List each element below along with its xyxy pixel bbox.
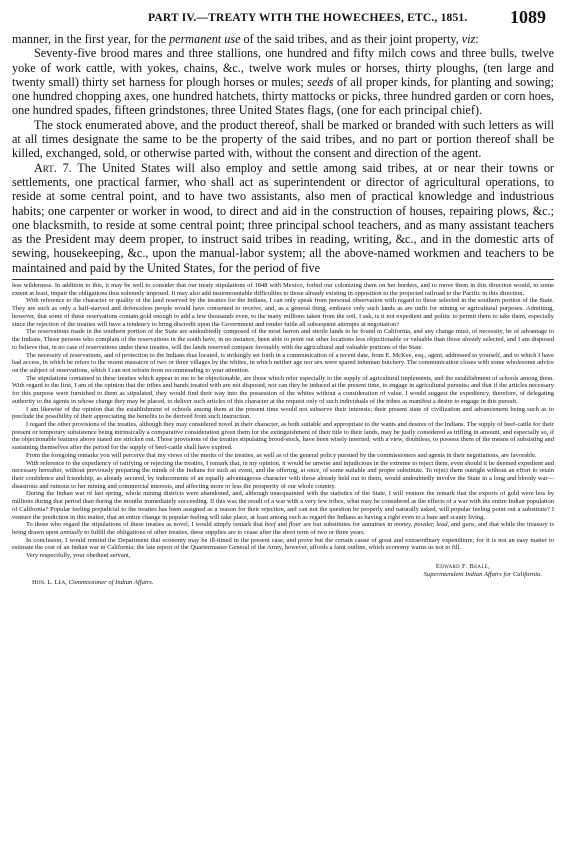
page-number: 1089 xyxy=(510,7,546,27)
footnote-divider xyxy=(12,279,554,280)
closing-line: Very respectfully, your obedient servant, xyxy=(26,552,131,560)
signature-block xyxy=(12,560,554,586)
running-head: PART IV.—TREATY WITH THE HOWECHEES, ETC., 1851. xyxy=(148,12,468,24)
paragraph-livestock xyxy=(12,46,554,117)
footnote-text xyxy=(12,282,554,560)
note-paragraph xyxy=(12,521,554,536)
emphasis: permanent use xyxy=(169,32,241,46)
emphasis: beef xyxy=(264,521,276,529)
paragraph-stock-marking: The stock enumerated above, and the product thereof, shall be marked or branded with such letters as will at all times designate the same to be the property of the said tribes, and no part or portion thereof shall be killed, exchanged, sold, or otherwise parted with, without the consent and direction of the agent. xyxy=(12,117,554,161)
note-paragraph: I regard the other provisions of the treaties, although they may considered novel in their character, as both suitable and appropriate to the wants and desires of the Indians. The supply of beef-cattle for their present or temporary subsistence being intrinsically a comparative consideration given them for the extinguishment of their title to their lands, may be justly considered as trifling in amount, and especially so, if the objectionable features above stated are stricken out. Those provisions of the treaties stipulating brood-stock, have been wisely inserted, with a view, doubtless, to possess them of the means of subsisting and sustaining themselves after the period for the supply of beef-cattle shall have expired. xyxy=(12,420,554,452)
emphasis: money, powder, lead, xyxy=(394,521,450,529)
treaty-text xyxy=(12,32,554,275)
note-paragraph: From the foregoing remarks you will perceive that my views of the merits of the treaties, as well as of the general policy pursued by the commissioners and agents in their negotiations, are favorable. xyxy=(26,451,537,459)
text-run: of all proper kinds, for planting and sowing; one hundred chopping axes, one hundred hatchets, thirty mattocks or picks, three hundred garden or corn hoes, one hundred spades, fifteen grindstones, three United States flags, (one for each principal chief). xyxy=(12,74,555,118)
text-run: The United States will also employ and settle among said tribes, at or near their towns or settlements, one practical farmer, who shall act as superintendent or director of agricultural operations, to reside at some central point, and to have two assistants, also men of practical knowledge and industrious habits; one carpenter or worker in wood, to direct and aid in the construction of houses, repairing plows, &c.; one blacksmith, to reside at some central point; three principal school teachers, and as many assistant teachers as the President may deem proper, to instruct said tribes in reading, writing, &c., and in the domestic arts of sewing, housekeeping, &c., upon the manual-labor system; all the above-named workmen and teachers to be maintained and paid by the United States, for the period of five xyxy=(12,160,554,275)
text-run: to fulfill the obligations of other treaties, these supplies are to cease after the short term of two or three years. xyxy=(82,529,366,537)
addressee xyxy=(32,579,153,587)
note-paragraph: The reservations made in the southern portion of the State are undoubtedly composed of the most barren and sterile lands to be found in California, and any change must, of necessity, be of advantage to the Indians. Those persons who complain of the reservations in the south have, in no instance, been able to point out other locations less objectionable or valuable than those already selected, and I am disposed to believe that, in no case of reservations under these treaties, will the lands reserved compare favorably with the agricultural and valuable portions of the State. xyxy=(12,328,554,351)
text-run: Seventy-five brood mares and three stallions, one hundred and fifty milch cows and three bulls, twelve yoke of work cattle, with yokes, chains, &c., twelve work mules or horses, thirty ploughs, (ten large and twenty small) thirty set harness for plough horses or mules; xyxy=(12,46,554,89)
note-paragraph: less wilderness. In addition to this, it may be well to consider that our treaty stipulations of 1848 with Mexico, forbid our colonizing them on her borders, and to move them in this direction would, to some extent at least, impair the obligations thus solemnly imposed. It may also add insurmountable difficulties to those already existing in opposition to the projected railroad to the Pacific in this direction. xyxy=(12,282,554,297)
emphasis: flour xyxy=(288,521,302,529)
text-run: and xyxy=(449,521,463,529)
text-run: and xyxy=(275,521,289,529)
paragraph-article-7 xyxy=(12,161,554,275)
note-paragraph: I am likewise of the opinion that the establishment of schools among them at the present time would not subserve their interests; their present state of civilization and advancement being such as to preclude the possibility of their appreciating the benefits to be derived from such instruction. xyxy=(12,405,554,421)
signature-name: Edward F. Beale, xyxy=(435,562,490,570)
paragraph-opening xyxy=(12,32,554,46)
note-paragraph: With reference to the character or quality of the land reserved by the treaties for the Indians, I can only speak from personal observation with regard to those selected in the southern portion of the State. They are such as only a half-starved and defenceless people would have consented to receive, and, as a general thing, embrace only such lands as are unfit for mining or agricultural purposes. Admitting, however, that some of these reservations contain gold enough to add a few thousands even, to the many millions taken from the soil, I ask, is it not expedient and politic to permit them to take them, especially since the rejection of the treaties will have a tendency to bring discredit upon the Government and render futile all subsequent attempts at negotiation? xyxy=(12,297,554,328)
emphasis: guns xyxy=(462,521,475,529)
text-run: , and that while the treasury is being drawn upon xyxy=(12,521,555,537)
emphasis: viz xyxy=(461,32,476,46)
addressee-name: Hon. L. Lea, xyxy=(32,578,67,586)
text-run: are but substitutes for annuities in xyxy=(301,521,395,529)
note-paragraph: The stipulations contained in these treaties which appear to me to be objectionable, are those which refer especially to the supply of agricultural implements, and the establishment of schools among them. With regard to the first, I am of the opinion that the tribes and bands treated with are not disposed, nor can they be induced at the present time, to engage in agricultural pursuits; and that if the articles necessary for this purpose were furnished to them as stipulated, they would find their way into the possession of the whites without a consideration of value. I would suggest the expediency, therefore, of delegating authority to the agents in whose charge they may be placed, to deliver such articles of this character at the request only of such individuals of the tribes as manifest a desire to engage in this pursuit. xyxy=(12,374,554,405)
addressee-title: Commissioner of Indian Affairs. xyxy=(68,578,154,586)
emphasis: annually xyxy=(60,529,83,537)
text-run: of the said tribes, and as their joint property, xyxy=(240,32,462,46)
note-paragraph: The necessity of reservations, and of protection to the Indians thus located, is strikingly set forth in a communication of a recent date, from E. McKee, esq., agent, addressed to yourself, and to which I have had access, in which he refers to the recent massacre of two or three villages by the whites, in which neither age nor sex were spared inhuman butchery. The communication closes with some wholesome advice on the subject of reservations, which I can not refrain from recommending to your attention. xyxy=(12,351,554,374)
note-paragraph: With reference to the expediency of ratifying or rejecting the treaties, I remark that, in my opinion, it would be unwise and injudicious in the extreme to reject them, even should it be deemed expedient and necessary hereafter, without previously preparing the minds of the Indians for such an event, and the offering, at once, of some suitable and proper substitute. To reject them outright without an effort to retain their confidence and friendship, as already secured, by inducements of an equally advantageous character with those already held out to them, would undoubtedly involve the State in a long and bloody war—disastrous and ruinous to her mining and commercial interests, and affecting more or less the prosperity of our whole country. xyxy=(12,459,554,490)
text-run: : xyxy=(475,32,479,46)
signature-title: Superintendent Indian Affairs for California. xyxy=(423,570,542,578)
note-paragraph: During the Indian war of last spring, whole mining districts were abandoned, and, although unacquainted with the statistics of the State, I will venture the remark that the exports of gold were less by millions during that period than during the months immediately succeeding. If this was the result of a war with a very few tribes, what may be considered as the effects of a war with the entire Indian population of California? Popular feeling prejudicial to the treaties has been assigned as a reason for their rejection, and can not the question be properly and naturally asked, will popular feeling point out a substitute? I venture the prediction in this matter, that an entire change in popular feeling will take place, at least among such as regard the Indians as having a right even to a bare and scanty living. xyxy=(12,490,554,521)
text-run: manner, in the first year, for the xyxy=(12,32,170,46)
page-header xyxy=(12,6,554,32)
article-label: Art. 7. xyxy=(34,160,72,175)
note-paragraph: In conclusion, I would remind the Department that economy may be ill-timed in the present case, and prove but the certain cause of great and extraordinary expenditure; for it is not an easy matter to estimate the cost of an Indian war in California; the late report of the Quartermaster General of the Army, however, affords a faint outline, which economy warns us not to fill. xyxy=(12,536,554,552)
text-run: To those who regard the stipulations of these treaties as novel, I would simply remark that xyxy=(26,521,265,529)
emphasis: seeds xyxy=(307,74,334,89)
